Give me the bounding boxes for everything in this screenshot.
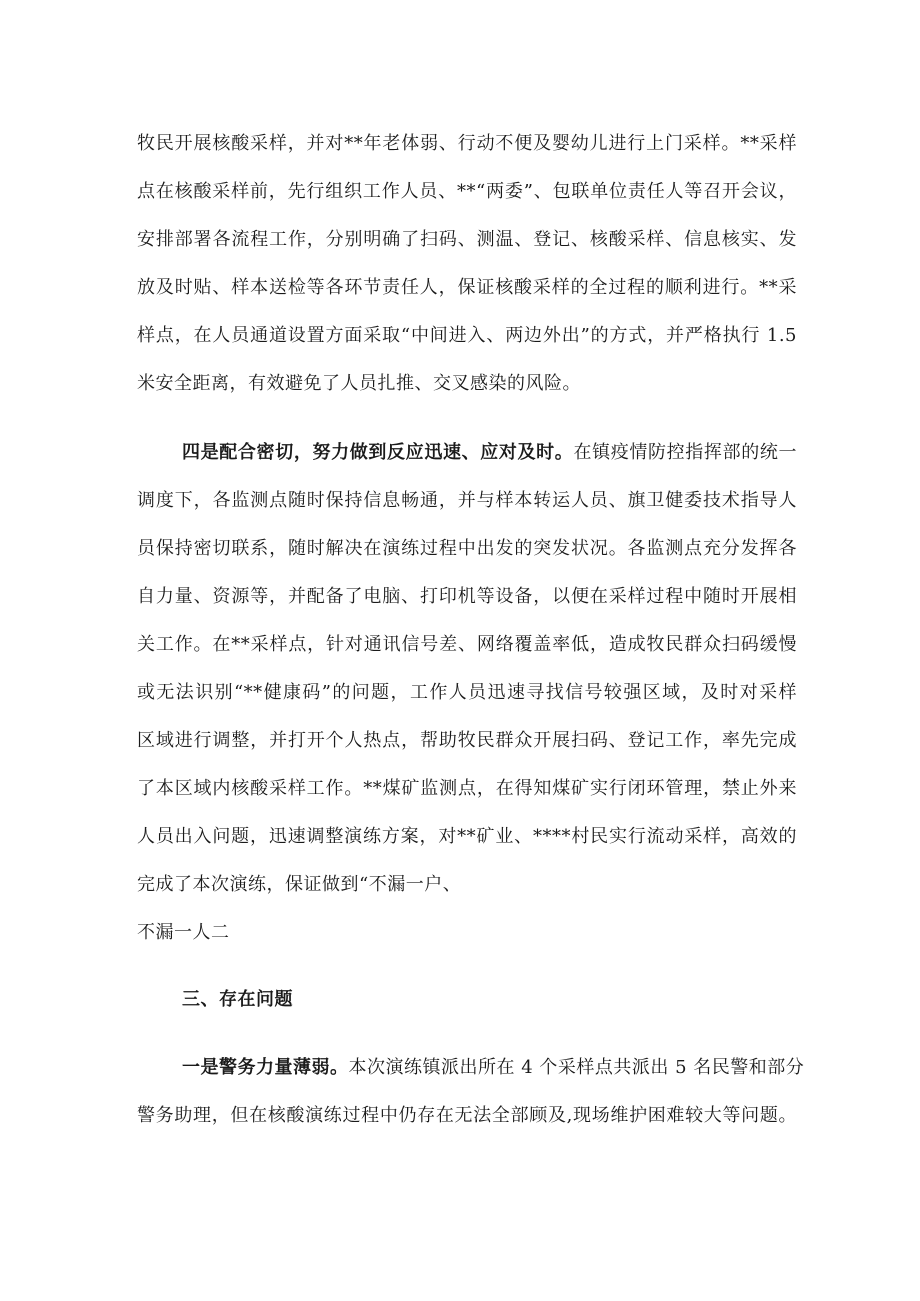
paragraph-2-line-5: 关工作。在**采样点，针对通讯信号差、网络覆盖率低，造成牧民群众扫码缓慢 xyxy=(137,634,797,655)
paragraph-3-first-line-rest: 本次演练镇派出所在 4 个采样点共派出 5 名民警和部分 xyxy=(348,1057,805,1078)
paragraph-2-line-10: 完成了本次演练，保证做到“不漏一户、 xyxy=(137,874,462,895)
paragraph-1-line-2: 点在核酸采样前，先行组织工作人员、**“两委”、包联单位责任人等召开会议， xyxy=(137,181,797,202)
paragraph-1-line-5: 样点，在人员通道设置方面采取“中间进入、两边外出”的方式，并严格执行 1.5 xyxy=(137,325,797,346)
paragraph-2-line-2: 调度下，各监测点随时保持信息畅通，并与样本转运人员、旗卫健委技术指导人 xyxy=(137,490,797,511)
paragraph-1-line-1: 牧民开展核酸采样，并对**年老体弱、行动不便及婴幼儿进行上门采样。**采样 xyxy=(137,133,797,154)
paragraph-2-first-line-rest: 在镇疫情防控指挥部的统一 xyxy=(573,442,797,463)
paragraph-2-line-8: 了本区域内核酸采样工作。**煤矿监测点，在得知煤矿实行闭环管理，禁止外来 xyxy=(137,778,797,799)
paragraph-3-heading: 一是警务力量薄弱。 xyxy=(182,1057,349,1078)
paragraph-1-line-3: 安排部署各流程工作，分别明确了扫码、测温、登记、核酸采样、信息核实、发 xyxy=(137,229,797,250)
paragraph-2-line-6: 或无法识别“**健康码”的问题，工作人员迅速寻找信号较强区域，及时对采样 xyxy=(137,682,797,703)
paragraph-2-heading: 四是配合密切，努力做到反应迅速、应对及时。 xyxy=(182,442,574,463)
section-3-title: 三、存在问题 xyxy=(182,989,293,1010)
paragraph-2-line-1 xyxy=(182,441,797,465)
paragraph-2-line-7: 区域进行调整，并打开个人热点，帮助牧民群众开展扫码、登记工作，率先完成 xyxy=(137,730,797,751)
paragraph-3-line-2: 警务助理，但在核酸演练过程中仍存在无法全部顾及,现场维护困难较大等问题。 xyxy=(137,1105,797,1126)
paragraph-2-line-9: 人员出入问题，迅速调整演练方案，对**矿业、****村民实行流动采样，高效的 xyxy=(137,826,797,847)
paragraph-1-line-6: 米安全距离，有效避免了人员扎推、交叉感染的风险。 xyxy=(137,373,581,394)
paragraph-2-trailing-line: 不漏一人二 xyxy=(137,922,230,943)
paragraph-3-line-1 xyxy=(182,1056,805,1080)
paragraph-1-line-4: 放及时贴、样本送检等各环节责任人，保证核酸采样的全过程的顺利进行。**采 xyxy=(137,277,797,298)
paragraph-2-line-3: 员保持密切联系，随时解决在演练过程中出发的突发状况。各监测点充分发挥各 xyxy=(137,538,797,559)
paragraph-2-line-4: 自力量、资源等，并配备了电脑、打印机等设备，以便在采样过程中随时开展相 xyxy=(137,586,797,607)
